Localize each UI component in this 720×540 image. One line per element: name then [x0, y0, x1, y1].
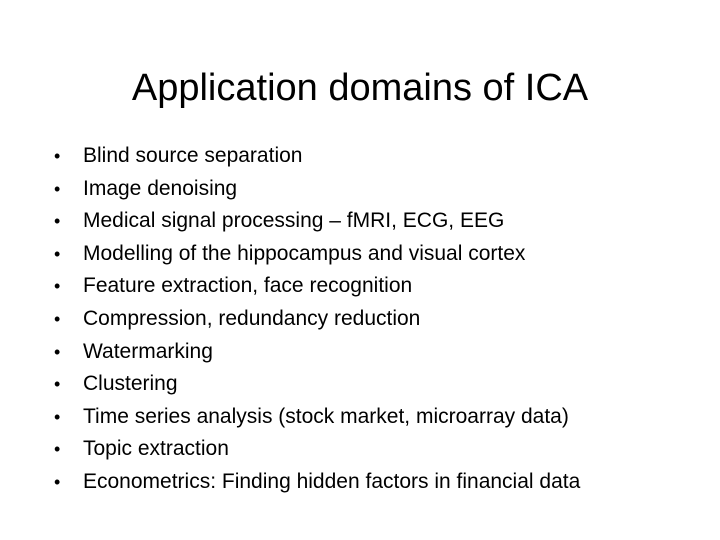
bullet-item — [54, 173, 694, 206]
bullet-text: Econometrics: Finding hidden factors in financial data — [83, 469, 581, 493]
bullet-icon: • — [54, 178, 61, 199]
bullet-icon: • — [54, 243, 61, 264]
bullet-item — [54, 238, 694, 271]
bullet-item — [54, 303, 694, 336]
bullet-text: Clustering — [83, 372, 178, 396]
bullet-icon: • — [54, 341, 61, 362]
bullet-text: Compression, redundancy reduction — [83, 306, 421, 330]
bullet-icon: • — [54, 439, 61, 460]
bullet-item — [54, 368, 694, 401]
bullet-icon: • — [54, 406, 61, 427]
bullet-item — [54, 433, 694, 466]
bullet-item — [54, 401, 694, 434]
bullet-text: Blind source separation — [83, 144, 303, 167]
bullet-text: Watermarking — [83, 339, 213, 363]
bullet-icon: • — [54, 146, 61, 166]
bullet-text: Feature extraction, face recognition — [83, 274, 413, 298]
bullet-text: Image denoising — [83, 176, 238, 200]
bullet-icon: • — [54, 276, 61, 297]
bullet-item — [54, 466, 694, 499]
bullet-list — [54, 140, 694, 499]
bullet-text: Medical signal processing – fMRI, ECG, EEG — [83, 209, 505, 233]
bullet-text: Topic extraction — [83, 437, 229, 461]
bullet-icon: • — [54, 471, 61, 492]
bullet-item — [54, 205, 694, 238]
bullet-item — [54, 336, 694, 369]
bullet-icon: • — [54, 308, 61, 329]
bullet-item — [54, 140, 694, 173]
bullet-icon: • — [54, 374, 61, 395]
bullet-item — [54, 270, 694, 303]
bullet-icon: • — [54, 211, 61, 232]
bullet-text: Time series analysis (stock market, microarray data) — [83, 404, 569, 428]
bullet-text: Modelling of the hippocampus and visual cortex — [83, 241, 526, 265]
slide-title: Application domains of ICA — [131, 67, 589, 109]
